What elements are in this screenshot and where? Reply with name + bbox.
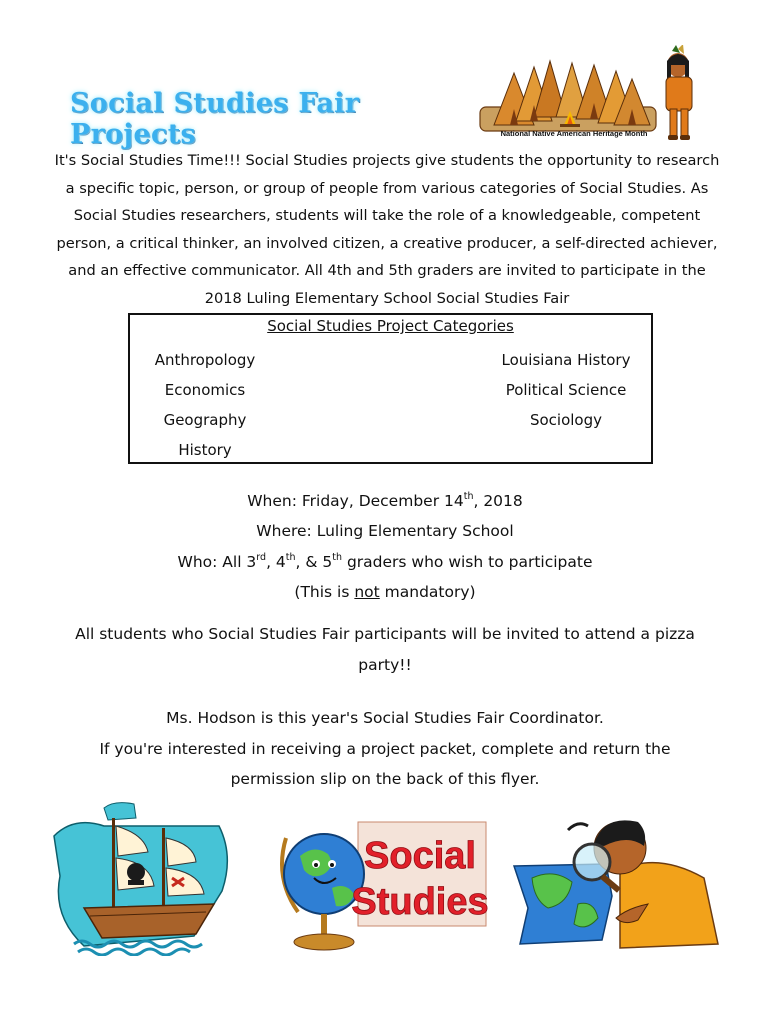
event-when: When: Friday, December 14th, 2018 (247, 491, 523, 510)
social-studies-globe-logo (270, 808, 492, 956)
category-item: Political Science (505, 381, 627, 399)
native-child-figure (666, 45, 692, 140)
categories-left-column (140, 345, 270, 465)
categories-box (128, 313, 653, 464)
logo-word-studies: Studies (351, 881, 489, 923)
categories-heading: Social Studies Project Categories (267, 317, 514, 335)
intro-line: 2018 Luling Elementary School Social Studies Fair (204, 289, 570, 307)
category-item: Geography (163, 411, 247, 429)
event-note: (This is not mandatory) (294, 583, 476, 602)
pizza-party-notice: All students who Social Studies Fair participants will be invited to attend a pizza party!! (75, 625, 695, 674)
event-details (40, 486, 730, 608)
intro-line: person, a critical thinker, an involved citizen, a creative producer, a self-directed achiever, (56, 234, 718, 252)
category-item: History (178, 441, 232, 459)
category-item: Economics (164, 381, 246, 399)
categories-right-column (486, 345, 646, 435)
intro-line: and an effective communicator. All 4th and 5th graders are invited to participate in the (68, 262, 706, 280)
event-who: Who: All 3rd, 4th, & 5th graders who wish to participate (177, 551, 593, 571)
heritage-month-caption: National Native American Heritage Month (500, 129, 648, 138)
category-item: Sociology (529, 411, 603, 429)
logo-word-social: Social (364, 835, 476, 877)
pirate-ship-illustration (44, 796, 249, 956)
teepee-group (494, 61, 650, 125)
ship-hull (84, 904, 214, 938)
event-where: Where: Luling Elementary School (256, 522, 514, 541)
intro-line: It's Social Studies Time!!! Social Studies projects give students the opportunity to research (54, 152, 720, 169)
flyer-title: Social Studies Fair Projects (70, 88, 360, 150)
intro-line: a specific topic, person, or group of people from various categories of Social Studies. As (65, 179, 709, 197)
intro-paragraph (42, 147, 732, 313)
intro-line: Social Studies researchers, students will take the role of a knowledgeable, competent (73, 207, 701, 225)
student-magnifier-map-illustration (508, 808, 728, 958)
category-item: Anthropology (154, 351, 256, 369)
coordinator-notice: Ms. Hodson is this year's Social Studies Fair Coordinator. If you're interested in receiving a project packet, complete and return the permission slip on the back of this flyer. (99, 709, 671, 788)
category-item: Louisiana History (501, 351, 631, 369)
